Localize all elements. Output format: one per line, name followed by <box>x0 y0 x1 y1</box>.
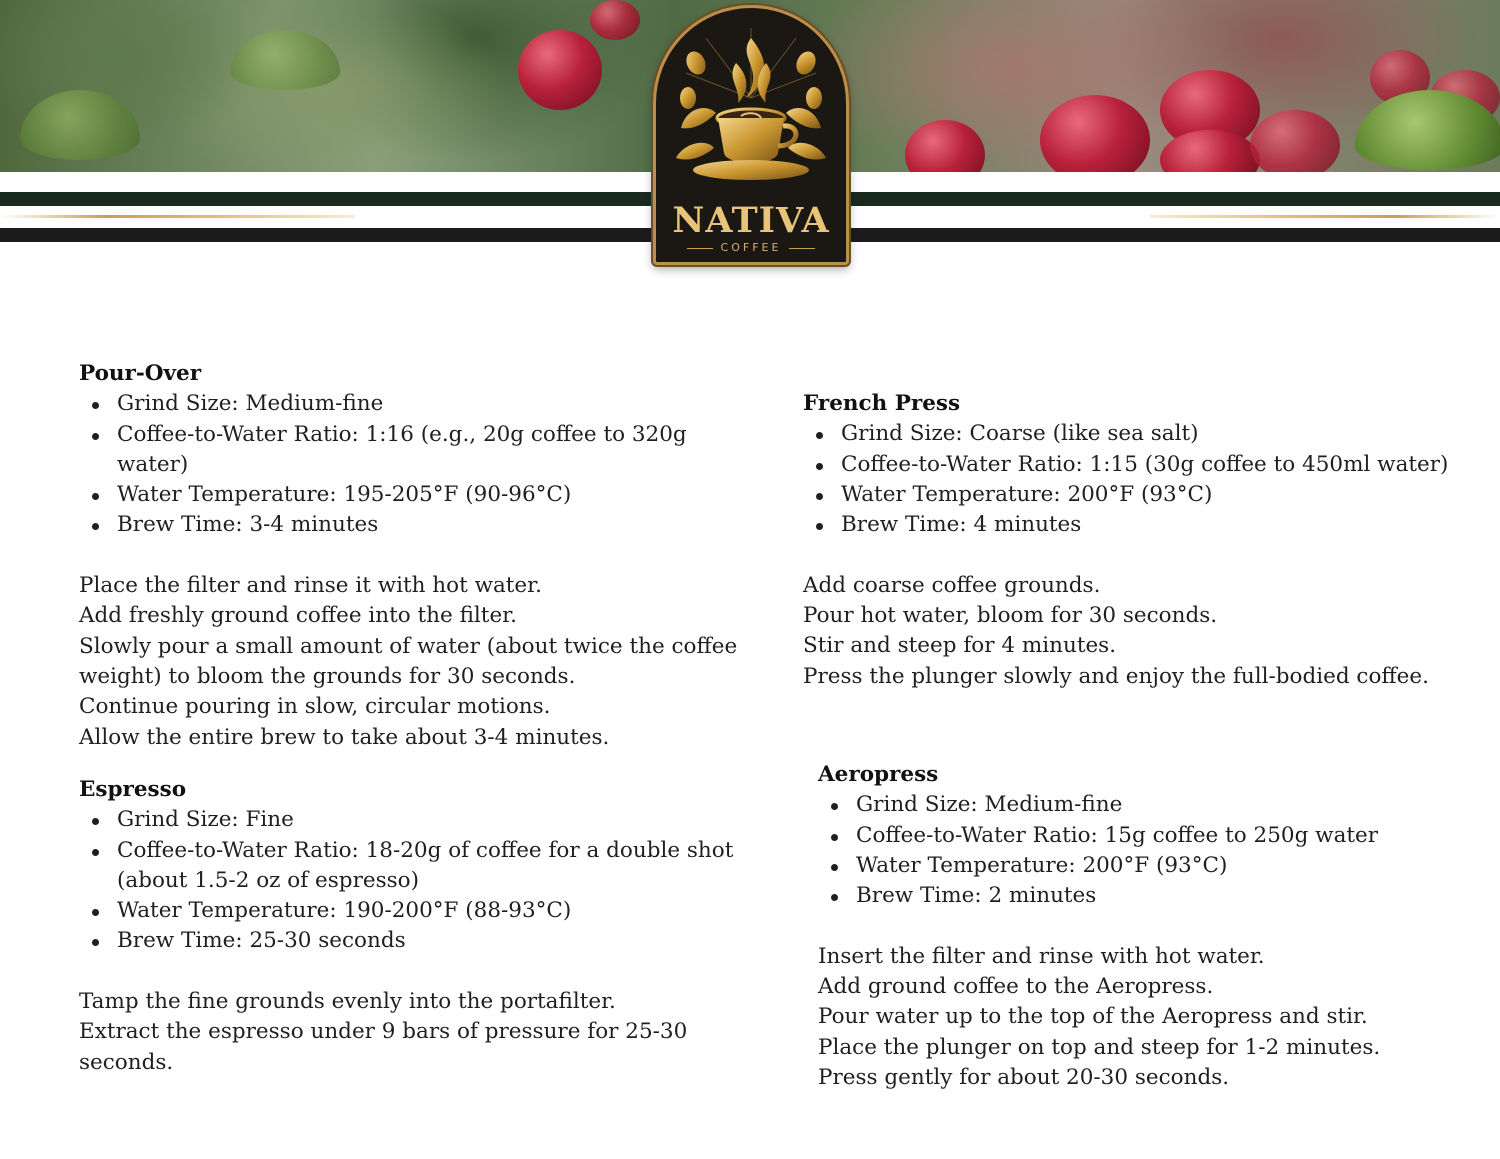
step-text: Tamp the fine grounds evenly into the portafilter. <box>79 989 616 1015</box>
spec-list <box>79 805 759 956</box>
spec-item: Water Temperature: 190-200°F (88-93°C) <box>117 896 759 926</box>
spec-item: Brew Time: 2 minutes <box>856 881 1478 911</box>
section-french-press <box>803 389 1473 692</box>
step-text: Stir and steep for 4 minutes. <box>803 633 1117 659</box>
spec-item: Grind Size: Medium-fine <box>117 389 759 419</box>
gold-accent-line <box>0 215 355 218</box>
leaf-decoration <box>20 90 140 160</box>
section-aeropress <box>818 760 1478 1093</box>
step-text: Add freshly ground coffee into the filter. <box>79 603 517 629</box>
step-text: Press gently for about 20-30 seconds. <box>818 1064 1230 1090</box>
step-list <box>79 571 759 753</box>
brand-logo <box>653 5 849 265</box>
brand-name: NATIVA <box>672 200 830 241</box>
spec-item: Brew Time: 3-4 minutes <box>117 510 759 540</box>
step-text: Slowly pour a small amount of water (about twice the coffee weight) to bloom the grounds for 30 seconds. <box>79 633 738 689</box>
step-text: Allow the entire brew to take about 3-4 minutes. <box>79 724 610 750</box>
step-list <box>79 987 759 1078</box>
step-text: Insert the filter and rinse with hot water. <box>818 943 1265 969</box>
spec-item: Water Temperature: 200°F (93°C) <box>856 851 1478 881</box>
coffee-cherry <box>1040 95 1150 172</box>
step-text: Pour hot water, bloom for 30 seconds. <box>803 603 1218 629</box>
section-title: Aeropress <box>818 762 939 787</box>
spec-item: Coffee-to-Water Ratio: 1:16 (e.g., 20g coffee to 320g water) <box>117 420 759 481</box>
coffee-cup-icon <box>666 18 836 193</box>
step-text: Press the plunger slowly and enjoy the full-bodied coffee. <box>803 663 1429 689</box>
spec-item: Brew Time: 4 minutes <box>841 510 1473 540</box>
step-text: Extract the espresso under 9 bars of pressure for 25-30 seconds. <box>79 1019 688 1075</box>
spec-item: Coffee-to-Water Ratio: 18-20g of coffee for a double shot (about 1.5-2 oz of espresso) <box>117 836 759 897</box>
section-espresso <box>79 775 759 1078</box>
coffee-cherry <box>1250 110 1340 172</box>
spec-item: Grind Size: Fine <box>117 805 759 835</box>
coffee-cherry <box>905 120 985 172</box>
spec-list <box>803 419 1473 540</box>
spec-item: Water Temperature: 200°F (93°C) <box>841 480 1473 510</box>
step-text: Continue pouring in slow, circular motions. <box>79 694 551 720</box>
coffee-cherry <box>518 30 602 110</box>
section-pour-over <box>79 359 759 753</box>
step-text: Place the plunger on top and steep for 1-2 minutes. <box>818 1034 1381 1060</box>
section-title: Espresso <box>79 777 187 802</box>
spec-item: Grind Size: Medium-fine <box>856 790 1478 820</box>
brand-tagline: COFFEE <box>656 241 846 254</box>
section-title: Pour-Over <box>79 361 202 386</box>
step-text: Place the filter and rinse it with hot water. <box>79 573 542 599</box>
spec-list <box>79 389 759 540</box>
step-text: Add ground coffee to the Aeropress. <box>818 974 1214 1000</box>
spec-item: Water Temperature: 195-205°F (90-96°C) <box>117 480 759 510</box>
section-title: French Press <box>803 391 961 416</box>
step-text: Add coarse coffee grounds. <box>803 572 1101 598</box>
spec-item: Grind Size: Coarse (like sea salt) <box>841 419 1473 449</box>
spec-item: Coffee-to-Water Ratio: 1:15 (30g coffee to 450ml water) <box>841 450 1473 480</box>
step-list <box>818 942 1478 1093</box>
step-list <box>803 571 1473 692</box>
spec-item: Coffee-to-Water Ratio: 15g coffee to 250g water <box>856 821 1478 851</box>
gold-accent-line <box>1150 215 1500 218</box>
coffee-cherry <box>590 0 640 40</box>
spec-item: Brew Time: 25-30 seconds <box>117 926 759 956</box>
spec-list <box>818 790 1478 911</box>
leaf-decoration <box>230 30 340 90</box>
step-text: Pour water up to the top of the Aeropress and stir. <box>818 1004 1368 1030</box>
